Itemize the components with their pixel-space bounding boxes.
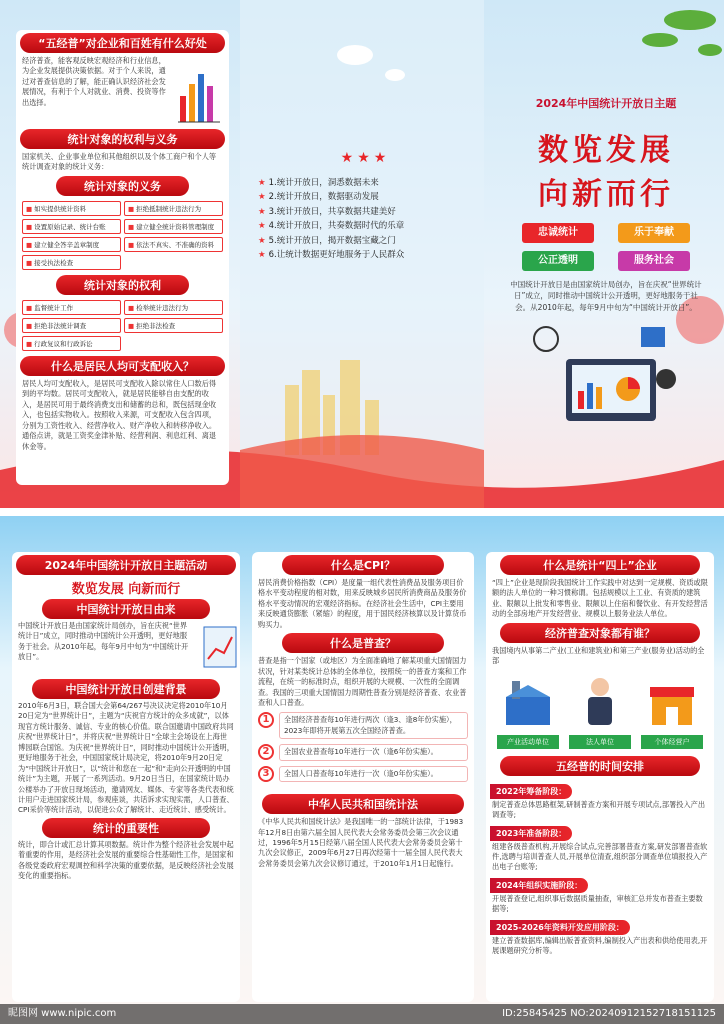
background-text: 2010年6月3日，联合国大会第64/267号决议决定将2010年10月20日定为“世界统计日”，主题为“庆祝官方统计的众多成就”，以体现官方统计服务、诚信、专业的核心价值。联合国邀请中国政府共同庆祝“世界统计日”，并将庆祝“世界统计日”全球主会场设在上海世博园联合国馆。为庆祝“世界统计日”，同时推动中国统计公开透明，更好地服务于社会，中国国家统计局决定，将2010年9月20日定为“中国统计开放日”，以“统计和您在一起”和“走向公开透明的中国统计”为主题，开展了一系列活动。9月20日当日，在国家统计局办公楼举办了开放日现场活动，邀请网友、媒体、专家等各类代表和统计用户走进国家统计局，参观座谈，共话诉求实现实需，人口普查、CPI采价等统计活动，以促进公众了解统计、走近统计、感受统计。 [18,701,234,815]
cpi-text: 居民消费价格指数（CPI）是度量一组代表性消费品及服务项目价格水平变动程度的相对数，用来反映城乡居民所消费商品及服务价格水平变动情况的宏观经济指标。在经济社会生活中，CPI主要用来反映通货膨胀（紧缩）的程度，用于国民经济核算以及计算货币购买力。 [258,578,467,629]
value-tags [496,223,716,271]
duty-item: ■ 接受执法检查 [22,255,121,270]
census-cycle-item: 1 全国经济普查每10年进行两次（逢3、逢8年份实施），2023年即将开展第五次全国经济普查。 [258,712,468,739]
right-item: ■ 拒绝非法统计调查 [22,318,121,333]
census-cycle-item: 3 全国人口普查每10年进行一次（逢0年份实施）。 [258,766,468,782]
slogan-item: ★ 2.统计开放日，数据驱动发展 [258,192,379,203]
schedule-heading: 五经普的时间安排 [500,756,700,776]
slogan-item: ★ 6.让统计数据更好地服务于人民群众 [258,250,405,261]
schedule-item: 2022年筹备阶段： 制定普查总体思路框架,研制普查方案和开展专项试点,部署投入产出调查等; [486,779,714,821]
watermark-site: 昵图网 www.nipic.com [8,1008,117,1019]
duty-item: ■ 如实提供统计资料 [22,201,121,216]
duty-item: ■ 设置原始记录、统计台账 [22,219,121,234]
right-item: ■ 检举统计违法行为 [124,300,223,315]
schedule-item: 2024年组织实施阶段： 开展普查登记,组织事后数据质量抽查，审核汇总并发布普查主要数据等; [486,873,714,915]
value-tag: 服务社会 [618,251,690,271]
person-chart-icon [200,621,240,677]
statistics-law-text: 《中华人民共和国统计法》是我国唯一的一部统计法律，于1983年12月8日由第六届全国人民代表大会常务委员会第三次会议通过，1996年5月15日经第八届全国人民代表大会常务委员会第十九次会议修正，2009年6月27日再次经第十一届全国人民代表大会常务委员会第九次会议修订通过，于2010年1月1日起施行。 [258,817,464,868]
background-heading: 中国统计开放日创建背景 [32,679,220,699]
value-tag: 公正透明 [522,251,594,271]
duty-item: ■ 拒绝抵制统计违法行为 [124,201,223,216]
census-text: 普查是指一个国家（或地区）为全面准确地了解某项重大国情国力状况，针对某类统计总体的全体单位，按照统一的普查方案和工作流程，在统一的标准时点，组织开展的大规模、一次性的全面调查。我国的三项重大国情国力周期性普查分别是经济普查、农业普查和人口普查。 [258,656,467,707]
rights-duties-text: 国家机关、企业事业单位和其他组织以及个体工商户和个人等统计调查对象的统计义务： [22,152,217,172]
activity-heading: 2024年中国统计开放日主题活动 [16,555,236,575]
brochure-back [0,516,724,1024]
target-card: 法人单位 [569,671,631,749]
front-panel-middle [258,150,473,263]
back-panel-middle [252,552,474,1002]
benefit-text: 经济普查，能客观反映宏观经济和行业信息，为企业发展提供决策依据。对于个人来说，通过对普查信息的了解，能正确认识经济社会发展情况，有利于个人对就业、消费、投资等作出选择。 [22,56,166,107]
duty-item: ■ 建立健全统计资料管理制度 [124,219,223,234]
importance-heading: 统计的重要性 [42,818,210,838]
right-item: ■ 拒绝非法检查 [124,318,223,333]
four-above-heading: 什么是统计“四上”企业 [500,555,700,575]
computer-data-illustration [516,319,696,439]
census-cycle-list [252,708,474,791]
back-panel-right [486,552,714,1002]
census-cycle-item: 2 全国农业普查每10年进行一次（逢6年份实施）。 [258,744,468,760]
businessman-icon [572,671,628,731]
front-panel-cover [496,95,716,443]
census-targets-heading: 经济普查对象都有谁？ [500,623,700,643]
rights-list [16,298,229,353]
bar-chart-icon [176,56,222,126]
duties-heading: 统计对象的义务 [56,176,189,196]
duty-item: ■ 依法不真实、不准确的资料 [124,237,223,252]
schedule-list [486,779,714,957]
disposable-income-text: 居民人均可支配收入，是居民可支配收入除以常住人口数后得到的平均数。居民可支配收入，就是居民能够自由支配的收入，是居民可用于最终消费支出和储蓄的总和，既包括现金收入，也包括实物收入。按照收入来源，可支配收入包含四项，分别为工资性收入、经营净收入、财产净收入和转移净收入。通俗点讲，就是工资奖金津补贴、经营利润、利息红利、离退休金等。 [22,378,217,451]
disposable-income-heading: 什么是居民人均可支配收入？ [20,356,225,376]
target-card: 产业活动单位 [497,671,559,749]
shop-icon [644,671,700,731]
stars-decoration: ★★★ [340,150,391,166]
cover-title-line1: 数览发展 [538,133,674,168]
cover-title-line2: 向新而行 [538,177,674,212]
slogan-item: ★ 1.统计开放日，洞悉数据未来 [258,178,379,188]
origin-text: 中国统计开放日是由国家统计局创办，旨在庆祝“世界统计日”成立，同时推动中国统计公开透明，更好地服务于社会。从2010年起，每年9月中旬为“中国统计开放日”。 [18,621,189,662]
cpi-heading: 什么是CPI？ [282,555,444,575]
watermark-id: ID:25845425 NO:20240912152718151125 [502,1008,716,1019]
value-tag: 乐于奉献 [618,223,690,243]
rights-heading: 统计对象的权利 [56,275,189,295]
importance-text: 统计，即合计或汇总计算其项数据。统计作为整个经济社会发展中起着重要的作用，是经济社会发展的重要综合性基础性工作，是国家和各级党委政府宏观调控和科学决策的重要依据，是反映经济社会发展变化的重要指标。 [18,839,234,881]
slogan-list [258,176,473,263]
duties-list [16,199,229,272]
front-panel-left [16,30,229,485]
brochure-front [0,0,724,508]
back-panel-left [12,552,240,1002]
rights-duties-heading: 统计对象的权利与义务 [20,129,225,149]
four-above-text: “四上”企业是现阶段我国统计工作实践中对达到一定规模、资质或限额的法人单位的一种习惯称谓。包括规模以上工业、有资质的建筑业、限额以上批发和零售业、限额以上住宿和餐饮业、有开发经营活动的全部房地产开发经营业、规模以上服务业法人单位。 [492,578,708,619]
census-targets-text: 我国境内从事第二产业(工业和建筑业)和第三产业(服务业)活动的全部 [492,645,705,666]
duty-item: ■ 建立健全答辛盖章制度 [22,237,121,252]
slogan-item: ★ 3.统计开放日，共享数据共建美好 [258,206,396,217]
theme-subtitle: 2024年中国统计开放日主题 [535,97,677,110]
origin-heading: 中国统计开放日由来 [42,599,210,619]
census-heading: 什么是普查？ [282,633,444,653]
target-cards [486,667,714,753]
slogan-item: ★ 5.统计开放日，揭开数据宝藏之门 [258,235,396,246]
statistics-law-heading: 中华人民共和国统计法 [262,794,464,814]
right-item: ■ 行政复议和行政诉讼 [22,336,121,351]
open-day-intro: 中国统计开放日是由国家统计局创办，旨在庆祝“世界统计日”成立，同时推动中国统计公开透明，更好地服务于社会。从2010年起，每年9月中旬为“中国统计开放日”。 [510,280,702,312]
schedule-item: 2023年准备阶段： 组建各级普查机构,开展综合试点,完善部署普查方案,研发部署普查软件,选聘与培训普查人员,开展单位清查,组织部分调查单位填报投入产出电子台账等; [486,821,714,873]
activity-slogan: 数览发展 向新而行 [71,582,181,597]
schedule-item: 2025-2026年资料开发应用阶段： 建立普查数据库,编辑出版普查资料,编制投入产出表和供给使用表,开展课题研究分析等。 [486,915,714,957]
slogan-item: ★ 4.统计开放日，共奏数据时代的乐章 [258,221,405,232]
factory-icon [500,671,556,731]
five-census-benefit-heading: “五经普”对企业和百姓有什么好处 [20,33,225,53]
value-tag: 忠诚统计 [522,223,594,243]
right-item: ■ 监督统计工作 [22,300,121,315]
watermark-bar [0,1004,724,1024]
target-card: 个体经营户 [641,671,703,749]
